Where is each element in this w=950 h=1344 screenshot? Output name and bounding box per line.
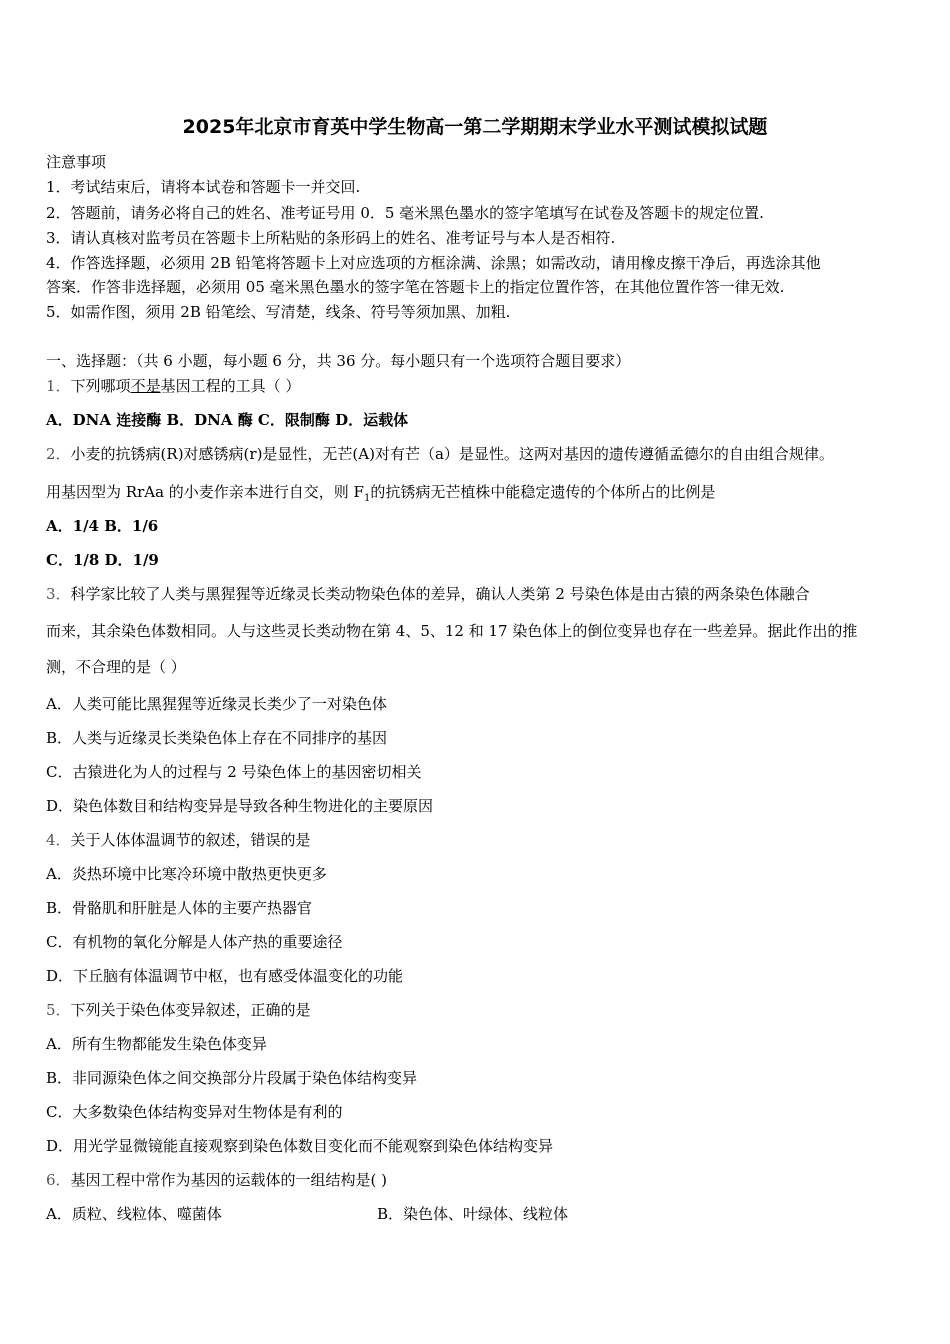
notice-item: 4．作答选择题，必须用 2B 铅笔将答题卡上对应选项的方框涂满、涂黑；如需改动，请用橡皮擦干净后，再选涂其他: [46, 254, 821, 272]
question-5-option: C．大多数染色体结构变异对生物体是有利的: [46, 1103, 343, 1121]
notice-item: 2．答题前，请务必将自己的姓名、准考证号用 0．5 毫米黑色墨水的签字笔填写在试卷及答题卡的规定位置.: [46, 204, 764, 222]
question-6-option-a: A．质粒、线粒体、噬菌体: [46, 1205, 222, 1223]
question-3-option: C．古猿进化为人的过程与 2 号染色体上的基因密切相关: [46, 763, 422, 781]
question-6-stem: 6．基因工程中常作为基因的运载体的一组结构是( ): [46, 1171, 388, 1189]
page-title: 2025年北京市育英中学生物高一第二学期期末学业水平测试模拟试题: [182, 116, 768, 138]
question-5-stem: 5．下列关于染色体变异叙述，正确的是: [46, 1001, 311, 1019]
question-1-options: A．DNA 连接酶 B．DNA 酶 C．限制酶 D．运载体: [46, 411, 409, 429]
section-heading: 一、选择题：（共 6 小题，每小题 6 分，共 36 分。每小题只有一个选项符合题目要求）: [46, 352, 631, 370]
question-number: 1．: [46, 377, 71, 395]
question-4-option: B．骨骼肌和肝脏是人体的主要产热器官: [46, 899, 313, 917]
question-3-stem-cont: 而来，其余染色体数相同。人与这些灵长类动物在第 4、5、12 和 17 染色体上的倒位变异也存在一些差异。据此作出的推: [46, 622, 858, 640]
notice-item: 答案．作答非选择题，必须用 05 毫米黑色墨水的签字笔在答题卡上的指定位置作答，在其他位置作答一律无效.: [46, 278, 785, 296]
question-2-stem-cont: 用基因型为 RrAa 的小麦作亲本进行自交，则 $F_1$的抗锈病无芒植株中能稳定遗传的个体所占的比例是: [46, 483, 716, 504]
question-2-options-ab: A．1/4 B．1/6: [46, 517, 159, 535]
notice-heading: 注意事项: [46, 153, 107, 171]
question-number: 2．: [46, 445, 71, 463]
question-3-option: A．人类可能比黑猩猩等近缘灵长类少了一对染色体: [46, 695, 387, 713]
question-2-stem: 2．小麦的抗锈病(R)对感锈病(r)是显性，无芒(A)对有芒（a）是显性。这两对基因的遗传遵循孟德尔的自由组合规律。: [46, 445, 834, 463]
question-number: 5．: [46, 1001, 71, 1019]
question-5-option: A．所有生物都能发生染色体变异: [46, 1035, 267, 1053]
underlined-word: 不是: [130, 377, 161, 395]
notice-item: 5．如需作图，须用 2B 铅笔绘、写清楚，线条、符号等须加黑、加粗.: [46, 303, 511, 321]
question-number: 3．: [46, 585, 71, 603]
question-number: 4．: [46, 831, 71, 849]
question-4-option: C．有机物的氧化分解是人体产热的重要途径: [46, 933, 343, 951]
question-4-option: A．炎热环境中比寒冷环境中散热更快更多: [46, 865, 327, 883]
question-1-stem: 1．下列哪项不是基因工程的工具（ ）: [46, 377, 301, 395]
question-3-option: D．染色体数目和结构变异是导致各种生物进化的主要原因: [46, 797, 434, 815]
question-5-option: D．用光学显微镜能直接观察到染色体数目变化而不能观察到染色体结构变异: [46, 1137, 554, 1155]
question-3-stem-cont: 测，不合理的是（ ）: [46, 658, 186, 676]
notice-item: 3．请认真核对监考员在答题卡上所粘贴的条形码上的姓名、准考证号与本人是否相符.: [46, 229, 616, 247]
question-4-stem: 4．关于人体体温调节的叙述，错误的是: [46, 831, 311, 849]
notice-item: 1．考试结束后，请将本试卷和答题卡一并交回.: [46, 178, 361, 196]
question-4-option: D．下丘脑有体温调节中枢，也有感受体温变化的功能: [46, 967, 404, 985]
question-number: 6．: [46, 1171, 71, 1189]
question-2-options-cd: C．1/8 D．1/9: [46, 551, 159, 569]
question-6-option-b: B．染色体、叶绿体、线粒体: [377, 1205, 569, 1223]
question-3-option: B．人类与近缘灵长类染色体上存在不同排序的基因: [46, 729, 388, 747]
question-5-option: B．非同源染色体之间交换部分片段属于染色体结构变异: [46, 1069, 418, 1087]
question-3-stem: 3．科学家比较了人类与黑猩猩等近缘灵长类动物染色体的差异，确认人类第 2 号染色体是由古猿的两条染色体融合: [46, 585, 810, 603]
